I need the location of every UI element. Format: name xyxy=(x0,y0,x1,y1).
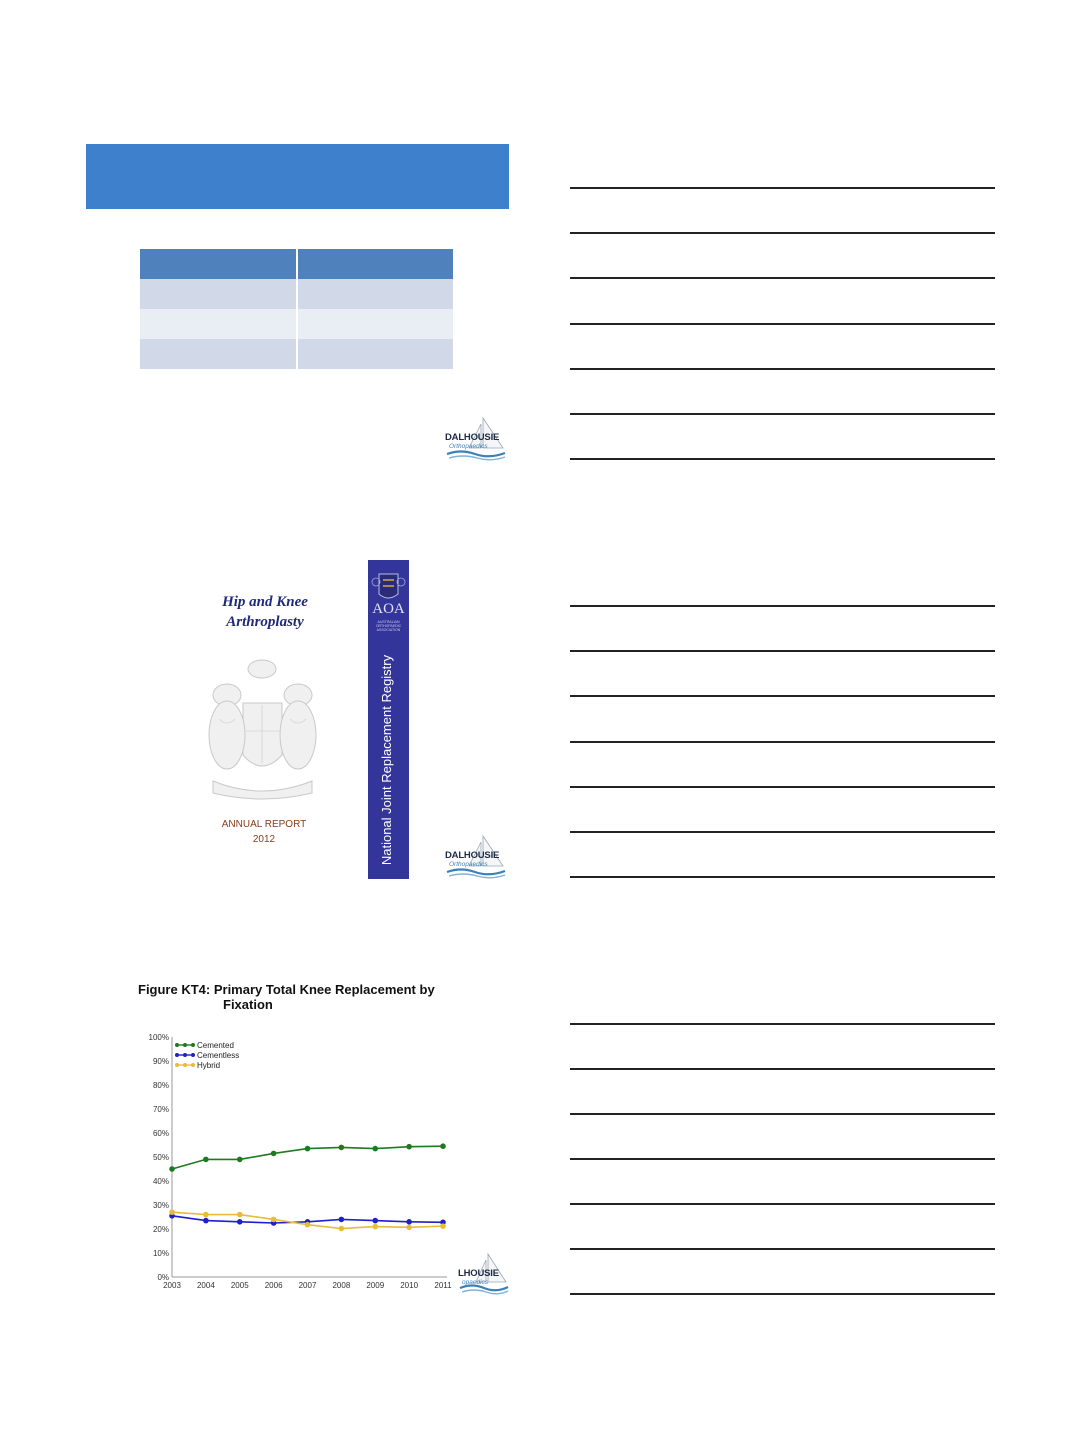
table-row xyxy=(140,309,453,339)
note-line xyxy=(570,876,995,878)
data-point xyxy=(339,1226,345,1232)
data-point xyxy=(203,1212,209,1218)
y-tick-label: 10% xyxy=(152,1249,169,1258)
note-line xyxy=(570,741,995,743)
annual-report-label xyxy=(216,817,312,847)
figure-title xyxy=(138,982,458,1012)
legend-marker xyxy=(191,1053,195,1057)
logo-subtitle: opaedics xyxy=(462,1279,489,1286)
note-line xyxy=(570,277,995,279)
legend-marker xyxy=(191,1063,195,1067)
table-cell xyxy=(140,309,297,339)
note-line xyxy=(570,605,995,607)
note-line xyxy=(570,1113,995,1115)
y-tick-label: 30% xyxy=(152,1201,169,1210)
legend-label: Hybrid xyxy=(197,1061,221,1070)
chart-series xyxy=(169,1143,446,1231)
table-cell xyxy=(297,249,453,279)
data-point xyxy=(372,1218,378,1224)
data-point xyxy=(271,1217,277,1223)
data-point xyxy=(406,1219,412,1225)
data-point xyxy=(406,1144,412,1150)
table-header-row xyxy=(140,249,453,279)
annual-report-line: ANNUAL REPORT xyxy=(221,819,307,830)
y-tick-label: 100% xyxy=(148,1033,169,1042)
chart-legend xyxy=(175,1041,239,1070)
report-title-line: Arthroplasty xyxy=(226,614,304,630)
legend-label: Cemented xyxy=(197,1041,234,1050)
aoa-full-name: AUSTRALIAN ORTHOPAEDIC ASSOCIATION xyxy=(375,620,402,632)
note-line xyxy=(570,368,995,370)
data-point xyxy=(339,1217,345,1223)
data-point xyxy=(406,1225,412,1231)
data-point xyxy=(203,1218,209,1224)
x-tick-label: 2010 xyxy=(400,1281,419,1290)
dalhousie-logo xyxy=(445,834,507,880)
note-line xyxy=(570,323,995,325)
table-cell xyxy=(140,339,297,369)
report-title xyxy=(200,592,330,632)
data-point xyxy=(237,1157,243,1163)
legend-marker xyxy=(183,1053,187,1057)
table-row xyxy=(140,339,453,369)
note-line xyxy=(570,187,995,189)
table-cell xyxy=(297,339,453,369)
note-line xyxy=(570,1068,995,1070)
spine-title: National Joint Replacement Registry xyxy=(379,654,394,866)
data-point xyxy=(372,1146,378,1152)
x-tick-label: 2009 xyxy=(366,1281,385,1290)
coat-of-arms-icon xyxy=(205,655,320,805)
y-axis-ticks xyxy=(149,1033,169,1282)
figure-title-line: Figure KT4: Primary Total Knee Replacement by xyxy=(138,982,435,997)
annual-report-year: 2012 xyxy=(252,834,276,845)
note-line xyxy=(570,413,995,415)
note-line xyxy=(570,1248,995,1250)
data-point xyxy=(203,1157,209,1163)
data-table xyxy=(140,249,453,369)
data-point xyxy=(271,1151,277,1157)
data-point xyxy=(440,1223,446,1229)
y-tick-label: 50% xyxy=(152,1153,169,1162)
slide-title-banner xyxy=(86,144,509,209)
data-point xyxy=(169,1166,175,1172)
legend-marker xyxy=(191,1043,195,1047)
legend-marker xyxy=(183,1063,187,1067)
figure-title-line: Fixation xyxy=(223,997,273,1012)
note-line xyxy=(570,831,995,833)
table-cell xyxy=(140,279,297,309)
note-line xyxy=(570,650,995,652)
y-tick-label: 20% xyxy=(152,1225,169,1234)
y-tick-label: 40% xyxy=(152,1177,169,1186)
table-cell xyxy=(297,309,453,339)
note-line xyxy=(570,232,995,234)
x-tick-label: 2003 xyxy=(163,1281,181,1290)
x-tick-label: 2011 xyxy=(434,1281,452,1290)
logo-subtitle: Orthopaedics xyxy=(449,443,488,450)
logo-name: LHOUSIE xyxy=(458,1268,499,1279)
y-tick-label: 80% xyxy=(152,1081,169,1090)
data-point xyxy=(169,1209,175,1215)
x-tick-label: 2004 xyxy=(196,1281,215,1290)
data-point xyxy=(237,1212,243,1218)
data-point xyxy=(305,1146,311,1152)
note-line xyxy=(570,458,995,460)
logo-subtitle: Orthopaedics xyxy=(449,861,488,868)
table-cell xyxy=(297,279,453,309)
y-tick-label: 70% xyxy=(152,1105,169,1114)
legend-marker xyxy=(183,1043,187,1047)
note-line xyxy=(570,1023,995,1025)
legend-marker xyxy=(175,1053,179,1057)
dalhousie-logo xyxy=(445,416,507,462)
legend-marker xyxy=(175,1043,179,1047)
data-point xyxy=(305,1222,311,1228)
report-title-line: Hip and Knee xyxy=(222,594,308,610)
x-tick-label: 2008 xyxy=(332,1281,351,1290)
note-line xyxy=(570,1203,995,1205)
data-point xyxy=(372,1224,378,1230)
data-point xyxy=(237,1219,243,1225)
data-point xyxy=(339,1145,345,1151)
note-line xyxy=(570,695,995,697)
aoa-acronym: AOA xyxy=(372,601,405,617)
x-axis-ticks xyxy=(163,1281,452,1290)
y-tick-label: 90% xyxy=(152,1057,169,1066)
chart-axes xyxy=(172,1037,447,1277)
x-tick-label: 2006 xyxy=(264,1281,283,1290)
logo-name: DALHOUSIE xyxy=(445,850,500,861)
note-line xyxy=(570,1293,995,1295)
legend-marker xyxy=(175,1063,179,1067)
y-tick-label: 0% xyxy=(157,1273,169,1282)
dalhousie-logo xyxy=(458,1252,520,1298)
legend-label: Cementless xyxy=(197,1051,240,1060)
table-cell xyxy=(140,249,297,279)
note-line xyxy=(570,786,995,788)
y-tick-label: 60% xyxy=(152,1129,169,1138)
data-point xyxy=(440,1143,446,1149)
line-chart xyxy=(130,1028,460,1298)
logo-name: DALHOUSIE xyxy=(445,432,500,443)
x-tick-label: 2007 xyxy=(298,1281,317,1290)
table-row xyxy=(140,279,453,309)
x-tick-label: 2005 xyxy=(230,1281,249,1290)
note-line xyxy=(570,1158,995,1160)
